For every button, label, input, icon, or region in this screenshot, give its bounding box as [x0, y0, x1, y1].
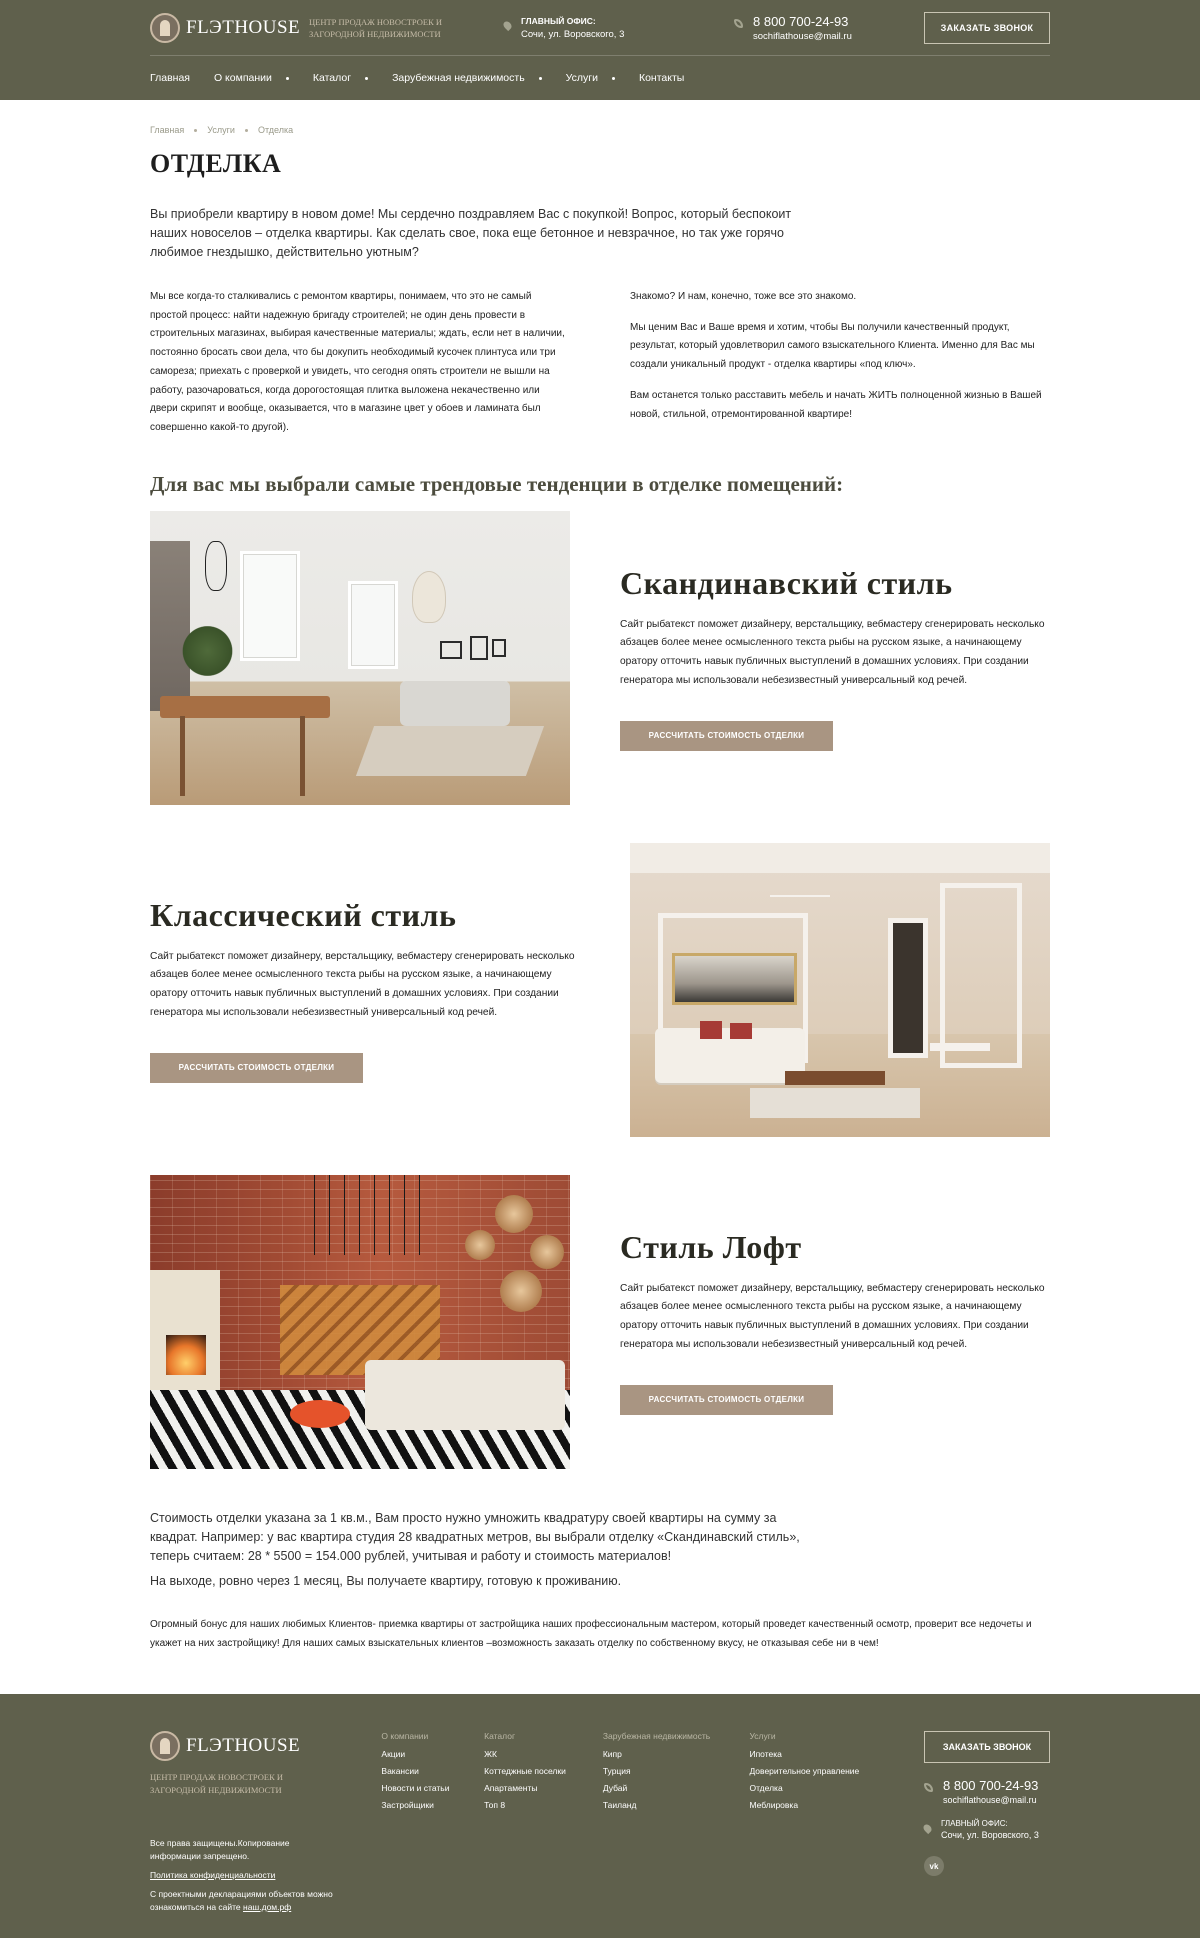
breadcrumb-current: Отделка: [257, 125, 294, 135]
nav-label: Каталог: [312, 72, 352, 84]
footer-copyright: Все права защищены.Копирование информации запрещено.: [150, 1838, 290, 1861]
header-phone[interactable]: 8 800 700-24-93: [753, 13, 849, 29]
dropdown-dot-icon: [286, 77, 289, 80]
footer-link[interactable]: Новости и статьи: [381, 1783, 450, 1793]
footer-office-label: ГЛАВНЫЙ ОФИС:: [941, 1819, 1008, 1828]
cost-paragraph-2: На выходе, ровно через 1 месяц, Вы получаете квартиру, готовую к проживанию.: [150, 1573, 622, 1588]
header-top: [150, 0, 1050, 56]
logo-mark-icon: [150, 1731, 180, 1761]
footer-office-row: [924, 1819, 1050, 1840]
footer-col-title[interactable]: Зарубежная недвижимость: [602, 1731, 711, 1741]
loft-interior-photo: [150, 1175, 570, 1469]
phone-icon: [734, 19, 743, 28]
footer-col-about: [381, 1731, 484, 1913]
location-pin-icon: [502, 19, 513, 30]
calculate-cost-button[interactable]: РАССЧИТАТЬ СТОИМОСТЬ ОТДЕЛКИ: [620, 1385, 833, 1415]
breadcrumb-home[interactable]: Главная: [150, 125, 185, 135]
footer-col-foreign: [603, 1731, 750, 1913]
classic-interior-photo: [630, 843, 1050, 1137]
header-contacts: [734, 14, 884, 42]
style-title: Скандинавский стиль: [620, 564, 953, 601]
footer-col-catalog: [484, 1731, 603, 1913]
cost-explanation: [150, 1509, 810, 1591]
footer-phone-row: [924, 1778, 1050, 1805]
breadcrumb-separator: [245, 129, 248, 132]
breadcrumb: [150, 100, 1050, 135]
footer-email[interactable]: sochiflathouse@mail.ru: [943, 1795, 1037, 1805]
nav-item-foreign[interactable]: [392, 72, 542, 84]
cost-paragraph-1: Стоимость отделки указана за 1 кв.м., Вам просто нужно умножить квадратуру своей квартиры на сумму за квадрат. Например: у вас квартира студия 28 квадратных метров, вы выбрали отделку «Скандинавский стиль», теперь считаем: 28 * 5500 = 154.000 рублей, учитывая и работу и стоимость материалов!: [150, 1510, 800, 1563]
footer-col-title[interactable]: О компании: [381, 1731, 429, 1741]
footer-link[interactable]: Коттеджные поселки: [484, 1766, 566, 1776]
footer-office-address: Сочи, ул. Воровского, 3: [941, 1830, 1039, 1840]
scandinavian-interior-photo: [150, 511, 570, 805]
footer-contacts: [924, 1731, 1050, 1913]
logo-mark-icon: [150, 13, 180, 43]
intro-text: Вы приобрели квартиру в новом доме! Мы сердечно поздравляем Вас с покупкой! Вопрос, который беспокоит наших новоселов – отделка квартиры. Как сделать свое, пока еще бетонное и невзрачное, но так уже горячо любимое гнездышко, действительно уютным?: [150, 207, 792, 259]
nav-label: Контакты: [638, 72, 685, 84]
style-scandinavian: [150, 511, 1050, 805]
dropdown-dot-icon: [539, 77, 542, 80]
footer-logo-subtitle: ЦЕНТР ПРОДАЖ НОВОСТРОЕК И ЗАГОРОДНОЙ НЕДВИЖИМОСТИ: [150, 1772, 284, 1795]
style-loft: [150, 1175, 1050, 1469]
left-column: [150, 288, 570, 438]
vk-icon[interactable]: vk: [924, 1856, 944, 1876]
style-description: Сайт рыбатекст поможет дизайнеру, верстальщику, вебмастеру сгенерировать несколько абзацев более менее осмысленного текста рыбы на русском языке, а начинающему оратору отточить навык публичных выступлений в домашних условиях. При создании генератора мы использовали небезизвестный универсальный код речей.: [150, 950, 575, 1018]
breadcrumb-services[interactable]: Услуги: [207, 125, 235, 135]
footer-link[interactable]: Апартаменты: [484, 1783, 538, 1793]
nash-dom-link[interactable]: наш.дом.рф: [243, 1901, 292, 1912]
footer-logo-text: FLЭTHOUSE: [186, 1735, 301, 1756]
footer-link[interactable]: Дубай: [602, 1783, 628, 1793]
dropdown-dot-icon: [365, 77, 368, 80]
order-call-button[interactable]: ЗАКАЗАТЬ ЗВОНОК: [924, 12, 1050, 44]
style-classic: [150, 843, 1050, 1137]
style-description: Сайт рыбатекст поможет дизайнеру, верстальщику, вебмастеру сгенерировать несколько абзацев более менее осмысленного текста рыбы на русском языке, а начинающему оратору отточить навык публичных выступлений в домашних условиях. При создании генератора мы использовали небезизвестный универсальный код речей.: [620, 1282, 1045, 1350]
footer-link[interactable]: Таиланд: [602, 1800, 637, 1810]
footer-col-title[interactable]: Услуги: [749, 1731, 776, 1741]
footer-link[interactable]: Акции: [381, 1749, 406, 1759]
declarations-text: С проектными декларациями объектов можно ознакомиться на сайте: [150, 1889, 333, 1912]
footer-col-title[interactable]: Каталог: [484, 1731, 516, 1741]
style-title: Стиль Лофт: [620, 1228, 802, 1265]
main-content: [150, 100, 1050, 1653]
footer-phone[interactable]: 8 800 700-24-93: [943, 1778, 1039, 1793]
footer-order-call-button[interactable]: ЗАКАЗАТЬ ЗВОНОК: [924, 1731, 1050, 1763]
footer-col-services: [749, 1731, 924, 1913]
footer-link[interactable]: Отделка: [749, 1783, 783, 1793]
logo[interactable]: [150, 13, 305, 43]
footer-link[interactable]: Турция: [602, 1766, 631, 1776]
header-email[interactable]: sochiflathouse@mail.ru: [753, 30, 852, 42]
left-column-text: Мы все когда-то сталкивались с ремонтом квартиры, понимаем, что это не самый простой процесс: найти надежную бригаду строителей; не один день провести в строительных магазинах, выбирая качественные материалы; ждать, если нет в наличии, постоянно бросать свои дела, что бы докупить необходимый кусочек плинтуса или три самореза; приехать с проверкой и увидеть, что сегодня опять строители не вышли на работу, разочароваться, когда дорогостоящая плитка выложена некачественно или двери скрипят и вообще, оказывается, что в магазине цвет у обоев и ламината был совершенно какой-то другой).: [150, 291, 565, 433]
scandinavian-text: [620, 565, 1050, 751]
dropdown-dot-icon: [612, 77, 615, 80]
main-nav: [150, 56, 1050, 100]
nav-label: Услуги: [565, 72, 598, 84]
footer-link[interactable]: ЖК: [484, 1749, 497, 1759]
phone-icon: [924, 1783, 933, 1792]
right-column-p1: Знакомо? И нам, конечно, тоже все это знакомо.: [630, 291, 857, 302]
trends-heading: Для вас мы выбрали самые трендовые тенденции в отделке помещений:: [150, 471, 844, 496]
nav-item-contacts[interactable]: [639, 72, 684, 84]
logo-subtitle: ЦЕНТР ПРОДАЖ НОВОСТРОЕК И ЗАГОРОДНОЙ НЕДВИЖИМОСТИ: [309, 16, 443, 39]
nav-item-about[interactable]: [214, 72, 289, 84]
style-title: Классический стиль: [150, 896, 457, 933]
footer-logo[interactable]: [150, 1731, 381, 1761]
privacy-policy-link[interactable]: Политика конфиденциальности: [150, 1870, 276, 1880]
footer-link[interactable]: Доверительное управление: [749, 1766, 860, 1776]
header-office: [504, 16, 734, 40]
bonus-text: Огромный бонус для наших любимых Клиентов- приемка квартиры от застройщика наших профессиональным мастером, который проведет качественный осмотр, проверит все недочеты и укажет на них застройщику! Для наших самых взыскательных клиентов –возможность заказать отделку по собственному вкусу, не отказывая себе ни в чем!: [150, 1618, 1032, 1649]
nav-item-home[interactable]: [150, 72, 190, 84]
page-title: ОТДЕЛКА: [150, 149, 282, 178]
footer-brand: [150, 1731, 381, 1913]
site-footer: [0, 1694, 1200, 1938]
footer-link[interactable]: Застройщики: [381, 1800, 434, 1810]
classic-text: [150, 897, 580, 1083]
footer-declarations: [150, 1888, 340, 1913]
office-label: ГЛАВНЫЙ ОФИС:: [521, 15, 596, 26]
footer-link[interactable]: Вакансии: [381, 1766, 419, 1776]
office-address: Сочи, ул. Воровского, 3: [521, 28, 625, 40]
description-columns: [150, 288, 1050, 438]
right-column-p3: Вам останется только расставить мебель и начать ЖИТЬ полноценной жизнью в Вашей новой, стильной, отремонтированной квартире!: [630, 389, 1042, 420]
nav-label: Зарубежная недвижимость: [392, 72, 525, 84]
loft-text: [620, 1229, 1050, 1415]
nav-label: О компании: [213, 72, 272, 84]
right-column-p2: Мы ценим Вас и Ваше время и хотим, чтобы Вы получили качественный продукт, результат, который удовлетворил самого взыскательного Клиента. Именно для Вас мы создали уникальный продукт - отделка квартиры «под ключ».: [630, 321, 1035, 371]
calculate-cost-button[interactable]: РАССЧИТАТЬ СТОИМОСТЬ ОТДЕЛКИ: [620, 721, 833, 751]
footer-link[interactable]: Кипр: [602, 1749, 622, 1759]
location-pin-icon: [922, 1823, 933, 1834]
footer-link[interactable]: Ипотека: [749, 1749, 782, 1759]
footer-link[interactable]: Меблировка: [749, 1800, 799, 1810]
right-column: [630, 288, 1050, 438]
nav-item-services[interactable]: [566, 72, 615, 84]
nav-item-catalog[interactable]: [313, 72, 368, 84]
nav-label: Главная: [150, 72, 190, 84]
calculate-cost-button[interactable]: РАССЧИТАТЬ СТОИМОСТЬ ОТДЕЛКИ: [150, 1053, 363, 1083]
style-description: Сайт рыбатекст поможет дизайнеру, верстальщику, вебмастеру сгенерировать несколько абзацев более менее осмысленного текста рыбы на русском языке, а начинающему оратору отточить навык публичных выступлений в домашних условиях. При создании генератора мы использовали небезизвестный универсальный код речей.: [620, 618, 1045, 686]
breadcrumb-separator: [194, 129, 197, 132]
footer-link[interactable]: Топ 8: [484, 1800, 506, 1810]
site-header: [0, 0, 1200, 100]
logo-text: FLЭTHOUSE: [186, 16, 301, 38]
